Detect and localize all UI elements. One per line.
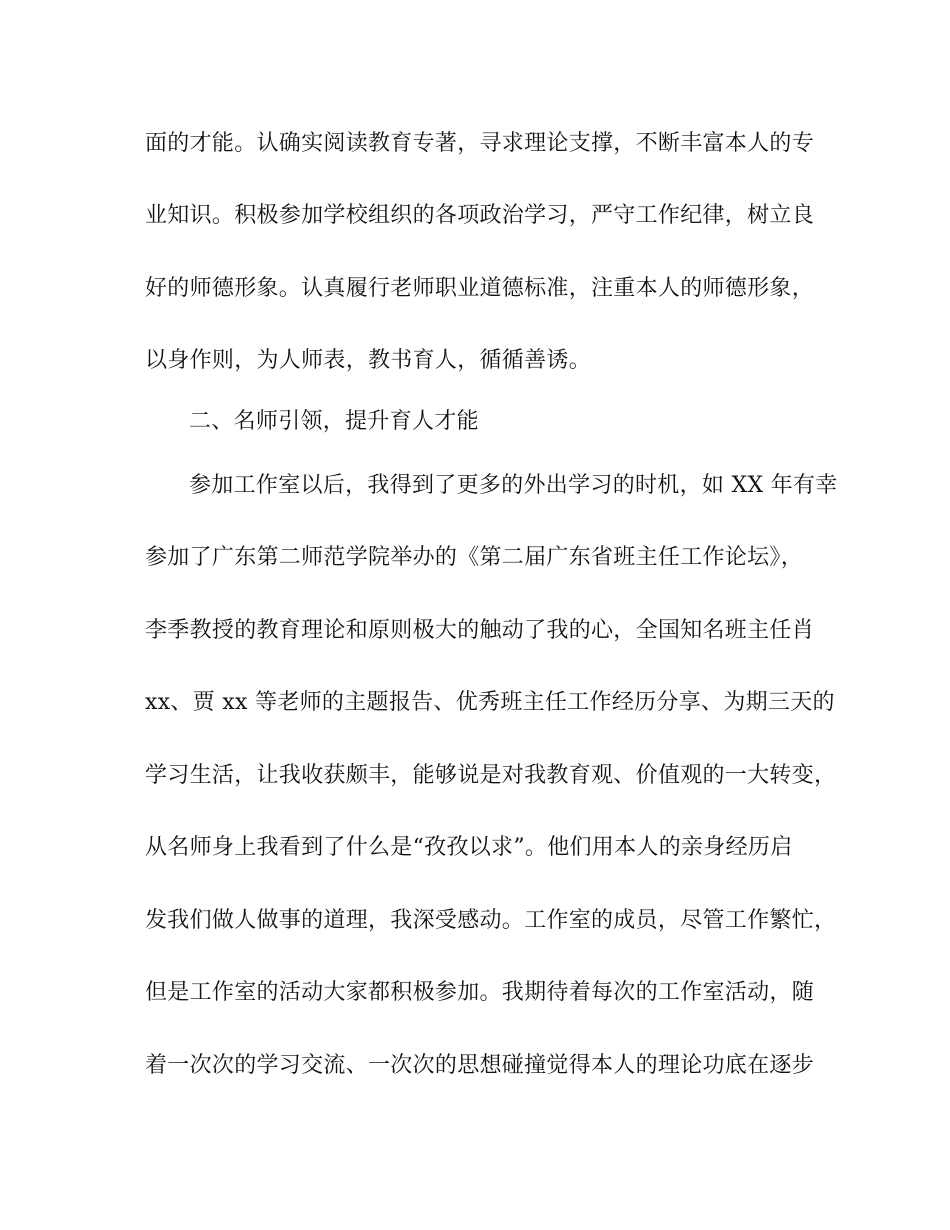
body-text-line: 从名师身上我看到了什么是“孜孜以求”。他们用本人的亲身经历启 xyxy=(145,835,793,860)
body-text-line: 发我们做人做事的道理，我深受感动。工作室的成员，尽管工作繁忙， xyxy=(145,908,837,933)
paragraph-first-line: 参加工作室以后，我得到了更多的外出学习的时机，如 XX 年有幸 xyxy=(189,473,838,498)
body-text-line: 以身作则，为人师表，教书育人，循循善诱。 xyxy=(145,348,592,373)
body-text-line: 好的师德形象。认真履行老师职业道德标准，注重本人的师德形象， xyxy=(145,276,815,301)
body-text-line: 面的才能。认确实阅读教育专著，寻求理论支撑，不断丰富本人的专 xyxy=(145,131,815,156)
body-text-line: 但是工作室的活动大家都积极参加。我期待着每次的工作室活动，随 xyxy=(145,980,815,1005)
body-text-line: 参加了广东第二师范学院举办的《第二届广东省班主任工作论坛》， xyxy=(145,545,804,570)
body-text-line: xx、贾 xx 等老师的主题报告、优秀班主任工作经历分享、为期三天的 xyxy=(145,690,835,715)
body-text-line: 着一次次的学习交流、一次次的思想碰撞觉得本人的理论功底在逐步 xyxy=(145,1053,815,1078)
body-text-line: 李季教授的教育理论和原则极大的触动了我的心，全国知名班主任肖 xyxy=(145,618,815,643)
section-heading: 二、名师引领，提升育人才能 xyxy=(189,409,479,434)
body-text-line: 学习生活，让我收获颇丰，能够说是对我教育观、价值观的一大转变， xyxy=(145,763,837,788)
body-text-line: 业知识。积极参加学校组织的各项政治学习，严守工作纪律，树立良 xyxy=(145,203,815,228)
